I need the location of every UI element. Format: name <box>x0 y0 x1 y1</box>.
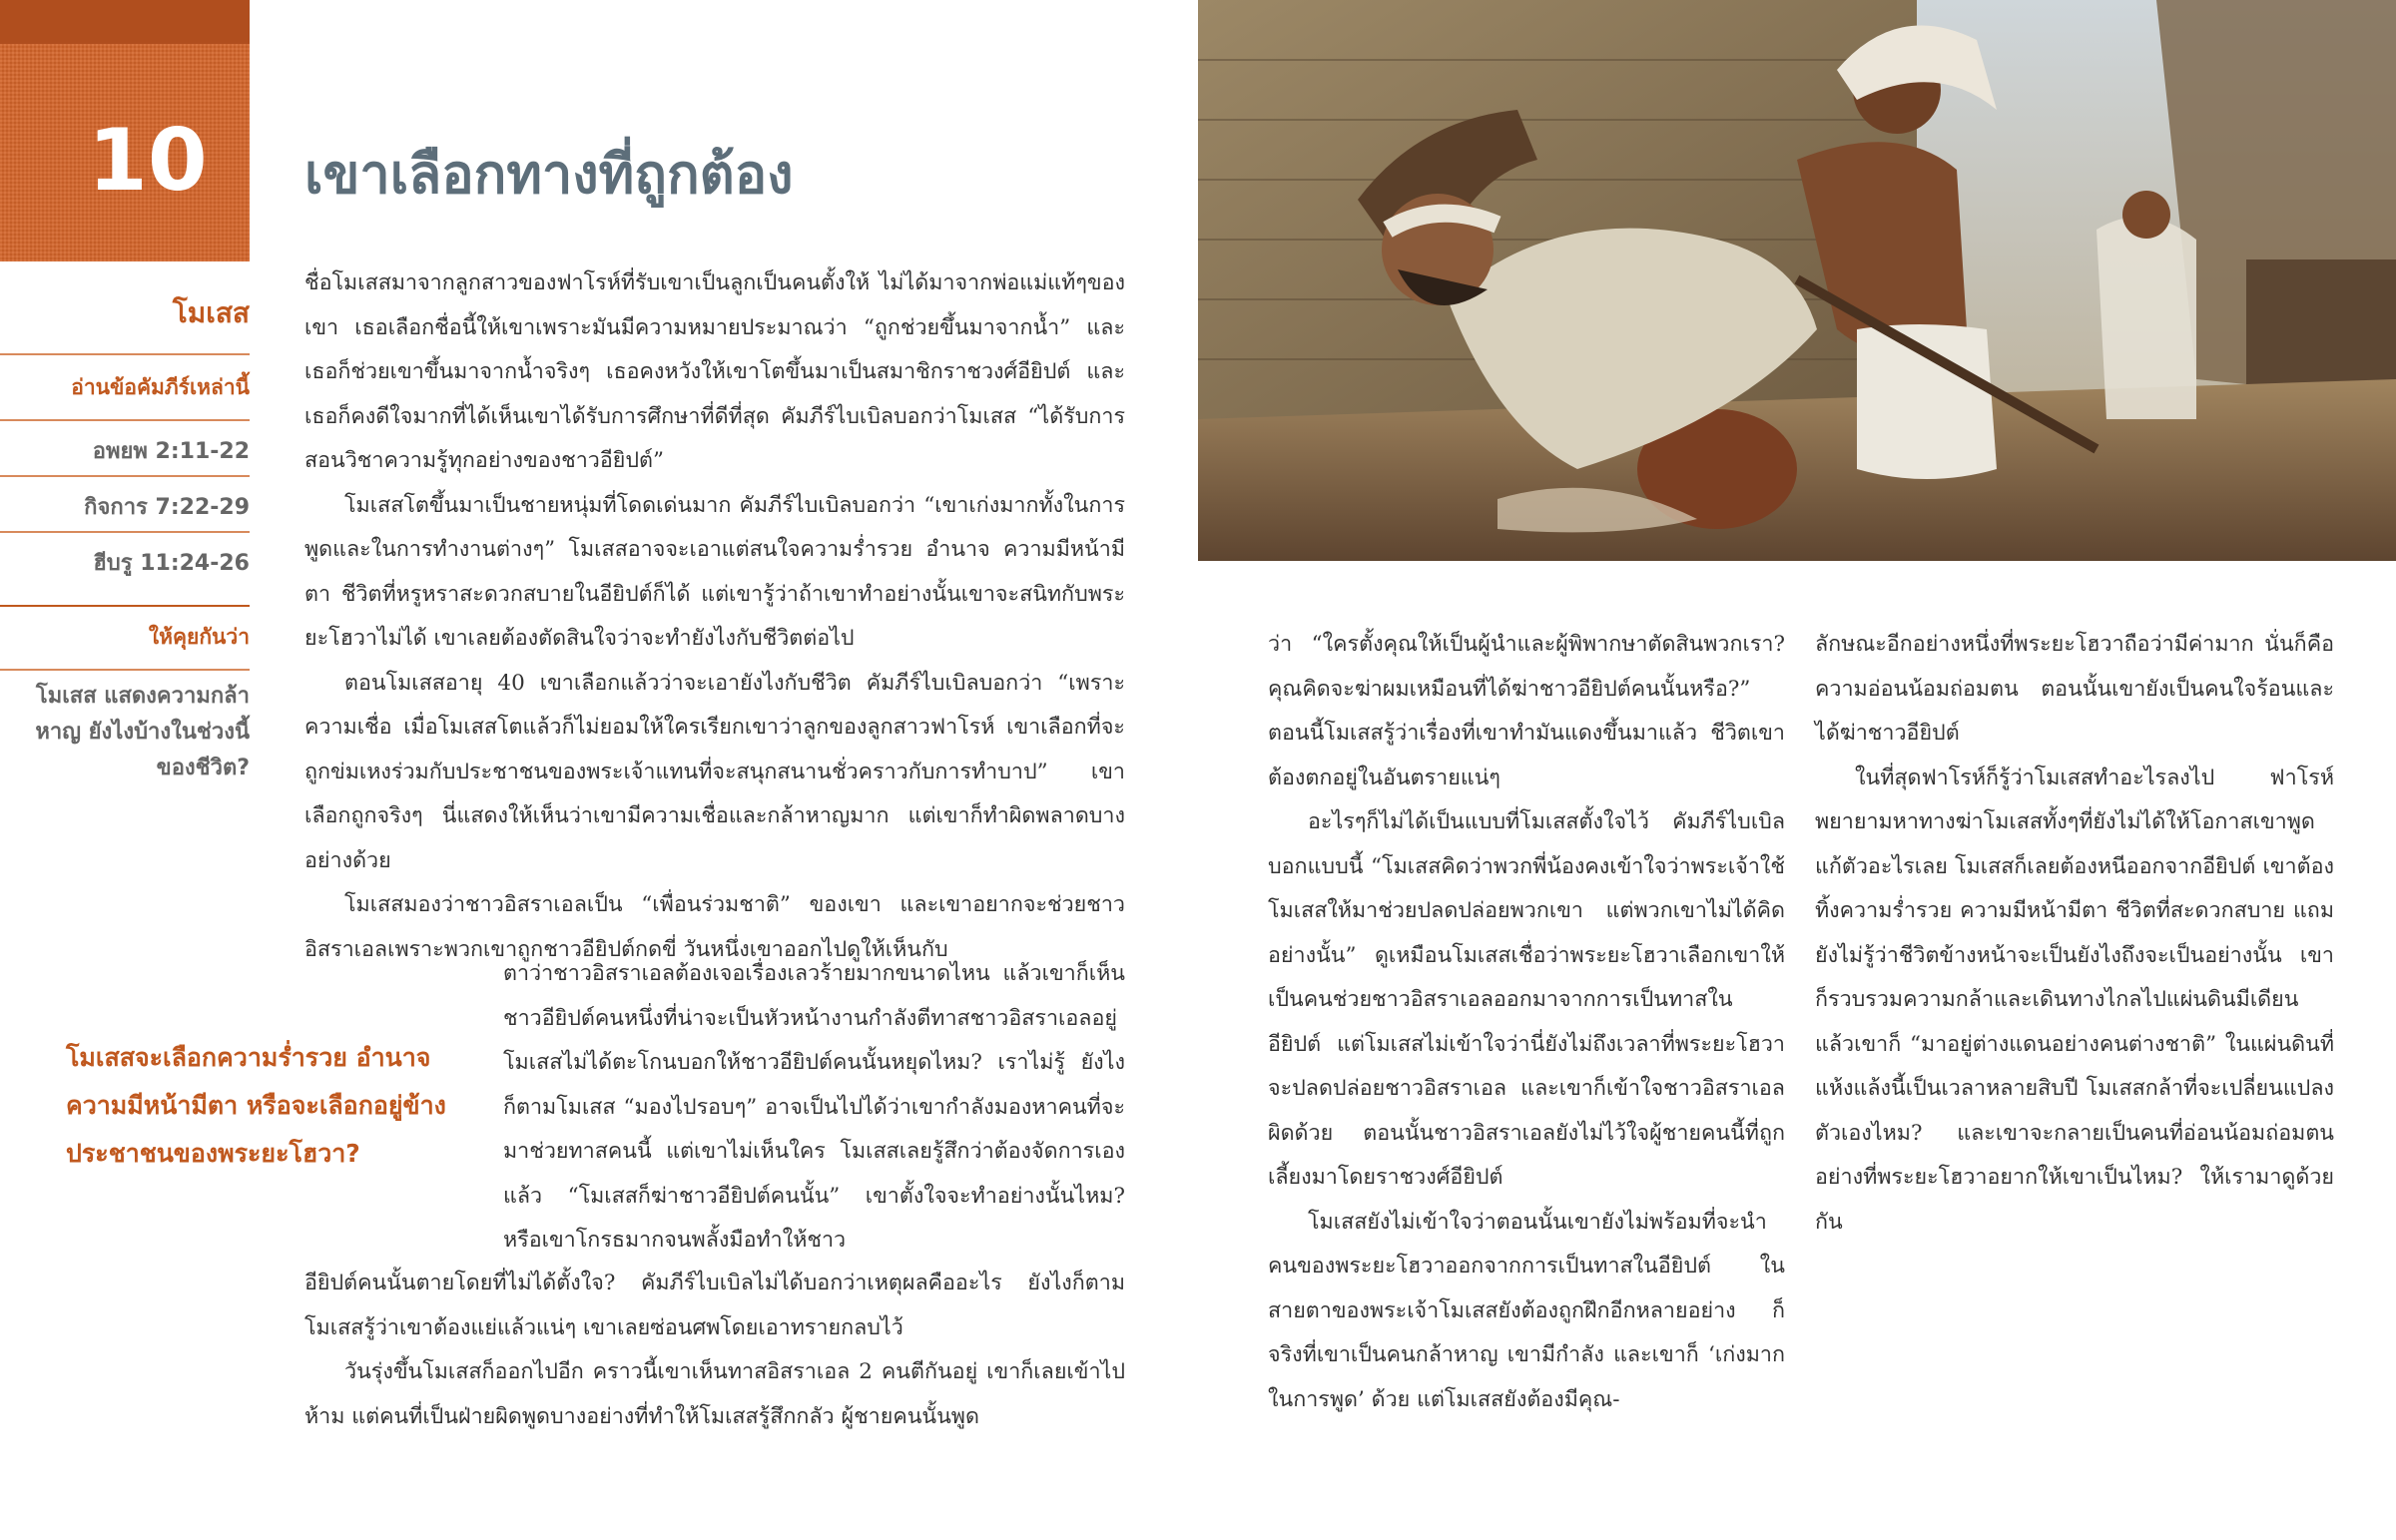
body-paragraph: โมเสสยังไม่เข้าใจว่าตอนนั้นเขายังไม่พร้อมที่จะนำคนของพระยะโฮวาออกจากการเป็นทาสในอียิปต์ ในสายตาของพระเจ้าโมเสสยังต้องถูกฝึกอีกหลายอย่าง ก็จริงที่เขาเป็นคนกล้าหาญ เขามีกำลัง และเขาก็ ‘เก่งมากในการพูด’ ด้วย แต่โมเสสยังต้องมีคุณ- <box>1268 1209 1785 1412</box>
illustration-art <box>1198 0 2396 561</box>
sidebar-divider <box>0 605 250 607</box>
pull-quote: โมเสสจะเลือกความร่ำรวย อำนาจ ความมีหน้ามีตา หรือจะเลือกอยู่ข้าง ประชาชนของพระยะโฮวา? <box>66 1043 446 1168</box>
sidebar-discussion-question: โมเสส แสดงความกล้าหาญ ยังไงบ้างในช่วงนี้ ของชีวิต? <box>35 684 250 780</box>
moses-illustration <box>1198 0 2396 561</box>
body-paragraph: ลักษณะอีกอย่างหนึ่งที่พระยะโฮวาถือว่ามีค่ามาก นั่นก็คือความอ่อนน้อมถ่อมตน ตอนนั้นเขายังเป็นคนใจร้อนและได้ฆ่าชาวอียิปต์ <box>1815 632 2334 746</box>
body-column-1-narrow <box>503 952 1125 1264</box>
body-paragraph: ในที่สุดฟาโรห์ก็รู้ว่าโมเสสทำอะไรลงไป ฟาโรห์พยายามหาทางฆ่าโมเสสทั้งๆที่ยังไม่ได้ให้โอกาสเขาพูดแก้ตัวอะไรเลย โมเสสก็เลยต้องหนีออกจากอียิปต์ เขาต้องทิ้งความร่ำรวย ความมีหน้ามีตา ชีวิตที่สะดวกสบาย แถมยังไม่รู้ว่าชีวิตข้างหน้าจะเป็นยังไงถึงจะเป็นอย่างนั้น เขาก็รวบรวมความกล้าและเดินทางไกลไปแผ่นดินมีเดียน แล้วเขาก็ “มาอยู่ต่างแดนอย่างคนต่างชาติ” ในแผ่นดินที่แห้งแล้งนี้เป็นเวลาหลายสิบปี โมเสสกล้าที่จะเปลี่ยนแปลงตัวเองไหม? และเขาจะกลายเป็นคนที่อ่อนน้อมถ่อมตนอย่างที่พระยะโฮวาอยากให้เขาเป็นไหม? ให้เรามาดูด้วยกัน <box>1815 765 2334 1235</box>
chapter-box-band <box>0 0 250 44</box>
sidebar-divider <box>0 475 250 477</box>
scripture-ref[interactable]: อพยพ 2:11-22 <box>92 439 250 464</box>
body-column-1 <box>304 261 1125 972</box>
sidebar-character-name: โมเสส <box>172 296 250 329</box>
body-column-3 <box>1815 623 2334 1245</box>
scripture-ref[interactable]: กิจการ 7:22-29 <box>84 495 250 520</box>
chapter-number-box <box>0 0 250 261</box>
scripture-ref[interactable]: ฮีบรู 11:24-26 <box>93 551 250 576</box>
sidebar-divider <box>0 669 250 671</box>
sidebar-discuss-label: ให้คุยกันว่า <box>148 625 250 649</box>
chapter-title: เขาเลือกทางที่ถูกต้อง <box>304 143 794 206</box>
body-paragraph: ว่า “ใครตั้งคุณให้เป็นผู้นำและผู้พิพากษาตัดสินพวกเรา? คุณคิดจะฆ่าผมเหมือนที่ได้ฆ่าชาวอียิปต์คนนั้นหรือ?” ตอนนี้โมเสสรู้ว่าเรื่องที่เขาทำมันแดงขึ้นมาแล้ว ชีวิตเขาต้องตกอยู่ในอันตรายแน่ๆ <box>1268 632 1785 790</box>
sidebar-divider <box>0 419 250 421</box>
body-paragraph: อียิปต์คนนั้นตายโดยที่ไม่ได้ตั้งใจ? คัมภีร์ไบเบิลไม่ได้บอกว่าเหตุผลคืออะไร ยังไงก็ตาม โมเสสรู้ว่าเขาต้องแย่แล้วแน่ๆ เขาเลยซ่อนศพโดยเอาทรายกลบไว้ <box>304 1271 1125 1340</box>
body-paragraph: ชื่อโมเสสมาจากลูกสาวของฟาโรห์ที่รับเขาเป็นลูกเป็นคนตั้งให้ ไม่ได้มาจากพ่อแม่แท้ๆของเขา เธอเลือกชื่อนี้ให้เขาเพราะมันมีความหมายประมาณว่า “ถูกช่วยขึ้นมาจากน้ำ” และเธอก็ช่วยเขาขึ้นมาจากน้ำจริงๆ เธอคงหวังให้เขาโตขึ้นมาเป็นสมาชิกราชวงศ์อียิปต์ และเธอก็คงดีใจมากที่ได้เห็นเขาได้รับการศึกษาที่ดีที่สุด คัมภีร์ไบเบิลบอกว่าโมเสส “ได้รับการสอนวิชาความรู้ทุกอย่างของชาวอียิปต์” <box>304 270 1125 473</box>
body-column-2 <box>1268 623 1785 1422</box>
sidebar-read-label: อ่านข้อคัมภีร์เหล่านี้ <box>71 375 250 399</box>
chapter-number: 10 <box>88 111 208 211</box>
body-paragraph: โมเสสโตขึ้นมาเป็นชายหนุ่มที่โดดเด่นมาก คัมภีร์ไบเบิลบอกว่า “เขาเก่งมากทั้งในการพูดและในการทำงานต่างๆ” โมเสสอาจจะเอาแต่สนใจความร่ำรวย อำนาจ ความมีหน้ามีตา ชีวิตที่หรูหราสะดวกสบายในอียิปต์ก็ได้ แต่เขารู้ว่าถ้าเขาทำอย่างนั้นเขาจะสนิทกับพระยะโฮวาไม่ได้ เขาเลยต้องตัดสินใจว่าจะทำยังไงกับชีวิตต่อไป <box>304 492 1125 651</box>
body-paragraph: ตาว่าชาวอิสราเอลต้องเจอเรื่องเลวร้ายมากขนาดไหน แล้วเขาก็เห็นชาวอียิปต์คนหนึ่งที่น่าจะเป็นหัวหน้างานกำลังตีทาสชาวอิสราเอลอยู่ โมเสสไม่ได้ตะโกนบอกให้ชาวอียิปต์คนนั้นหยุดไหม? เราไม่รู้ ยังไงก็ตามโมเสส “มองไปรอบๆ” อาจเป็นไปได้ว่าเขากำลังมองหาคนที่จะมาช่วยทาสคนนี้ แต่เขาไม่เห็นใคร โมเสสเลยรู้สึกว่าต้องจัดการเอง แล้ว “โมเสสก็ฆ่าชาวอียิปต์คนนั้น” เขาตั้งใจจะทำอย่างนั้นไหม? หรือเขาโกรธมากจนพลั้งมือทำให้ชาว <box>503 961 1125 1253</box>
body-paragraph: ตอนโมเสสอายุ 40 เขาเลือกแล้วว่าจะเอายังไงกับชีวิต คัมภีร์ไบเบิลบอกว่า “เพราะความเชื่อ เมื่อโมเสสโตแล้วก็ไม่ยอมให้ใครเรียกเขาว่าลูกของลูกสาวฟาโรห์ เขาเลือกที่จะถูกข่มเหงร่วมกับประชาชนของพระเจ้าแทนที่จะสนุกสนานชั่วคราวกับการทำบาป” เขาเลือกถูกจริงๆ นี่แสดงให้เห็นว่าเขามีความเชื่อและกล้าหาญมาก แต่เขาก็ทำผิดพลาดบางอย่างด้วย <box>304 670 1125 873</box>
sidebar-divider <box>0 531 250 533</box>
body-paragraph: วันรุ่งขึ้นโมเสสก็ออกไปอีก คราวนี้เขาเห็นทาสอิสราเอล 2 คนตีกันอยู่ เขาก็เลยเข้าไปห้าม แต่คนที่เป็นฝ่ายผิดพูดบางอย่างที่ทำให้โมเสสรู้สึกกลัว ผู้ชายคนนั้นพูด <box>304 1359 1125 1429</box>
body-paragraph: อะไรๆก็ไม่ได้เป็นแบบที่โมเสสตั้งใจไว้ คัมภีร์ไบเบิลบอกแบบนี้ “โมเสสคิดว่าพวกพี่น้องคงเข้าใจว่าพระเจ้าใช้โมเสสให้มาช่วยปลดปล่อยพวกเขา แต่พวกเขาไม่ได้คิดอย่างนั้น” ดูเหมือนโมเสสเชื่อว่าพระยะโฮวาเลือกเขาให้เป็นคนช่วยชาวอิสราเอลออกมาจากการเป็นทาสในอียิปต์ แต่โมเสสไม่เข้าใจว่านี่ยังไม่ถึงเวลาที่พระยะโฮวาจะปลดปล่อยชาวอิสราเอล และเขาก็เข้าใจชาวอิสราเอลผิดด้วย ตอนนั้นชาวอิสราเอลยังไม่ไว้ใจผู้ชายคนนี้ที่ถูกเลี้ยงมาโดยราชวงศ์อียิปต์ <box>1268 809 1785 1190</box>
body-paragraph: โมเสสมองว่าชาวอิสราเอลเป็น “เพื่อนร่วมชาติ” ของเขา และเขาอยากจะช่วยชาวอิสราเอลเพราะพวกเขาถูกชาวอียิปต์กดขี่ วันหนึ่งเขาออกไปดูให้เห็นกับ <box>304 892 1125 962</box>
body-column-1-tail <box>304 1262 1125 1439</box>
sidebar-divider <box>0 353 250 355</box>
